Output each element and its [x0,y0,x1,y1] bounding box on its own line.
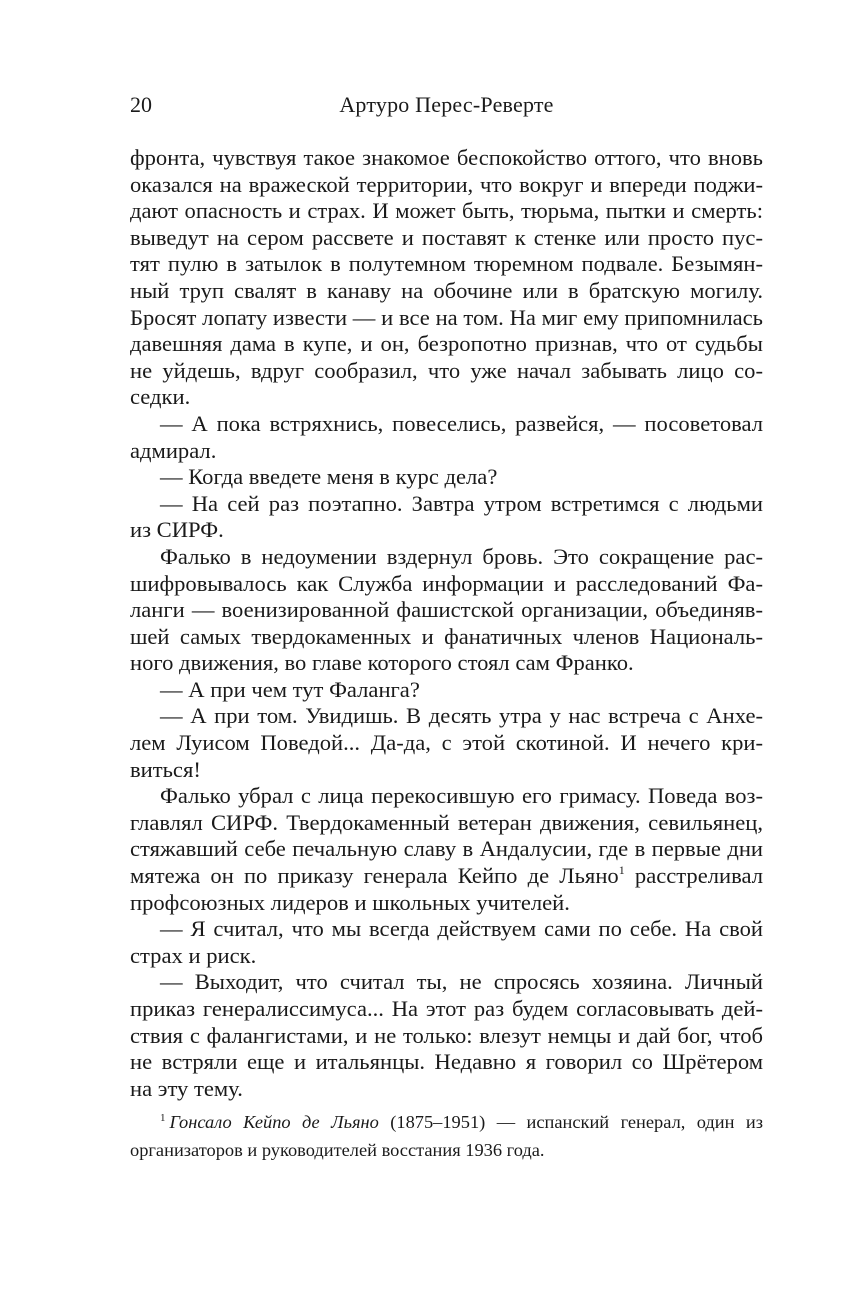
text-fragment: мятежа он по приказу генерала Кейпо де Льяно [130,863,619,889]
text-line: ного движения, во главе которого стоял сам Франко. [130,650,634,676]
text-line: — Выходит, что считал ты, не спросясь хозяина. Личный [160,969,763,995]
footnote-reference[interactable]: 1 [618,863,625,878]
text-line: тят пулю в затылок в полутемном тюремном подвале. Безымян- [130,251,763,277]
footnote-line: организаторов и руководителей восстания 1936 года. [130,1140,545,1160]
text-line: страх и риск. [130,942,257,968]
text-line: Фалько убрал с лица перекосившую его гримасу. Поведа воз- [160,783,763,809]
text-line: оказался на вражеской территории, что вокруг и впереди поджи- [130,171,763,197]
text-line: не встряли еще и итальянцы. Недавно я говорил со Шрётером [130,1049,763,1075]
text-line: главлял СИРФ. Твердокаменный ветеран движения, севильянец, [130,809,763,835]
text-line: ланги — военизированной фашистской организации, объединяв- [130,597,763,623]
text-line: Бросят лопату извести — и все на том. На миг ему припомнилась [130,304,763,330]
text-line: дают опасность и страх. И может быть, тюрьма, пытки и смерть: [130,198,763,224]
text-line: ный труп свалят в канаву на обочине или в братскую могилу. [130,277,763,303]
running-head: Артуро Перес-Реверте [339,92,554,117]
text-line: выведут на сером рассвете и поставят к стенке или просто пус- [130,224,763,250]
text-line [130,863,763,890]
footnote-line [130,1108,763,1136]
text-line: не уйдешь, вдруг сообразил, что уже начал забывать лицо со- [130,357,763,383]
text-line: — Когда введете меня в курс дела? [160,464,498,490]
text-line: лем Луисом Поведой... Да-да, с этой скотиной. И нечего кри- [130,730,763,756]
text-line: фронта, чувствуя такое знакомое беспокойство оттого, что вновь [130,145,763,170]
footnote [130,1108,763,1164]
text-line: — На сей раз поэтапно. Завтра утром встретимся с людьми [160,490,763,516]
body-text [130,145,763,1102]
footnote-text: (1875–1951) — испанский генерал, один из [390,1112,764,1132]
text-line: — А пока встряхнись, повеселись, развейся, — посоветовал [160,410,763,436]
page-number: 20 [130,92,152,117]
text-line: — А при том. Увидишь. В десять утра у нас встреча с Анхе- [160,703,763,729]
text-line: ствия с фалангистами, и не только: влезут немцы и дай бог, чтоб [130,1022,763,1048]
footnote-name: Гонсало Кейпо де Льяно [169,1112,379,1132]
footnote-marker: 1 [160,1112,166,1124]
text-line: стяжавший себе печальную славу в Андалусии, где в первые дни [130,836,763,862]
text-line: адмирал. [130,437,217,463]
text-line: давешняя дама в купе, и он, безропотно признав, что от судьбы [130,331,763,357]
text-fragment: расстреливал [634,863,764,889]
text-line: на эту тему. [130,1075,243,1101]
text-line: — Я считал, что мы всегда действуем сами по себе. На свой [160,916,763,942]
text-line: седки. [130,384,191,410]
text-line: профсоюзных лидеров и школьных учителей. [130,889,570,915]
text-line: виться! [130,756,201,782]
text-line: из СИРФ. [130,517,224,543]
text-line: шифровывалось как Служба информации и расследований Фа- [130,570,763,596]
text-line: Фалько в недоумении вздернул бровь. Это сокращение рас- [160,543,763,569]
text-line: приказ генералиссимуса... На этот раз будем согласовывать дей- [130,996,763,1021]
text-line: — А при чем тут Фаланга? [160,676,420,702]
text-line: шей самых твердокаменных и фанатичных членов Националь- [130,623,763,649]
